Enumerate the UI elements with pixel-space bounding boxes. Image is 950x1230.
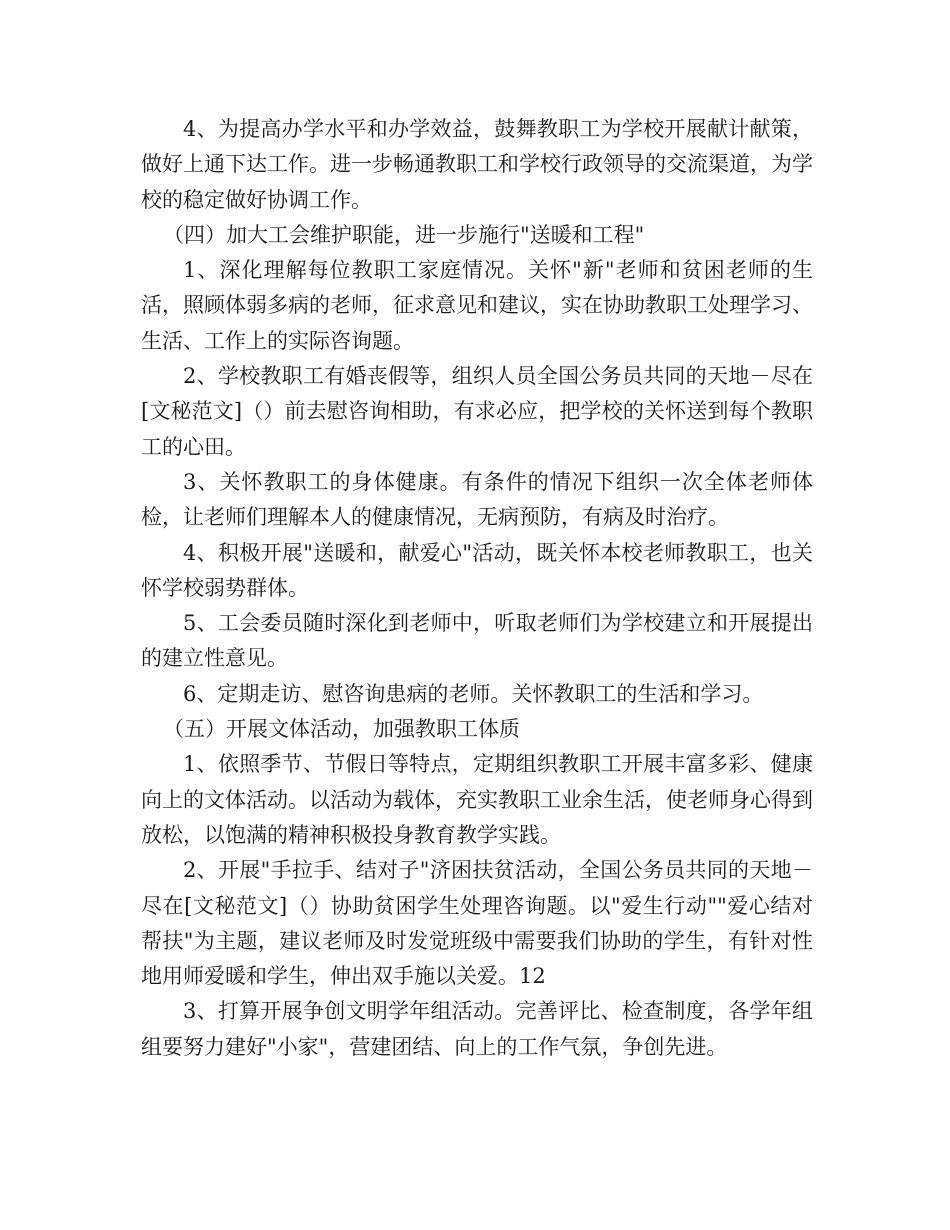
paragraph-2-condolence: 2、学校教职工有婚丧假等，组织人员全国公务员共同的天地－尽在[文秘范文]（）前去慰咨询相助，有求必应，把学校的关怀送到每个教职工的心田。 [141, 364, 813, 459]
paragraph-5-opinions: 5、工会委员随时深化到老师中，听取老师们为学校建立和开展提出的建立性意见。 [141, 611, 813, 671]
paragraph-6-visits: 6、定期走访、慰咨询患病的老师。关怀教职工的生活和学习。 [183, 681, 764, 706]
section-heading-4: （四）加大工会维护职能，进一步施行"送暖和工程" [163, 222, 645, 247]
paragraph-4-warmth-activity: 4、积极开展"送暖和，献爱心"活动，既关怀本校老师教职工，也关怀学校弱势群体。 [141, 540, 813, 600]
document-body [141, 112, 813, 1065]
section-heading-5: （五）开展文体活动，加强教职工体质 [163, 717, 520, 742]
paragraph-3-civilized-group: 3、打算开展争创文明学年组活动。完善评比、检查制度，各学年组组要努力建好"小家"，营建团结、向上的工作气氛，争创先进。 [141, 999, 813, 1059]
paragraph-3-health: 3、关怀教职工的身体健康。有条件的情况下组织一次全体老师体检，让老师们理解本人的健康情况，无病预防，有病及时治疗。 [141, 469, 813, 530]
paragraph-2-poverty-aid: 2、开展"手拉手、结对子"济困扶贫活动，全国公务员共同的天地－尽在[文秘范文]（）协助贫困学生处理咨询题。以"爱生行动""爱心结对帮扶"为主题，建议老师及时发觉班级中需要我们协助的学生，有针对性地用师爱暖和学生，伸出双手施以关爱。12 [141, 858, 813, 989]
paragraph-4-suggestions: 4、为提高办学水平和办学效益，鼓舞教职工为学校开展献计献策，做好上通下达工作。进一步畅通教职工和学校行政领导的交流渠道，为学校的稳定做好协调工作。 [141, 117, 813, 212]
paragraph-1-cultural-activities: 1、依照季节、节假日等特点，定期组织教职工开展丰富多彩、健康向上的文体活动。以活动为载体，充实教职工业余生活，使老师身心得到放松，以饱满的精神积极投身教育教学实践。 [141, 752, 813, 847]
paragraph-1-family-care: 1、深化理解每位教职工家庭情况。关怀"新"老师和贫困老师的生活，照顾体弱多病的老师，征求意见和建议，实在协助教职工处理学习、生活、工作上的实际咨询题。 [141, 258, 813, 353]
